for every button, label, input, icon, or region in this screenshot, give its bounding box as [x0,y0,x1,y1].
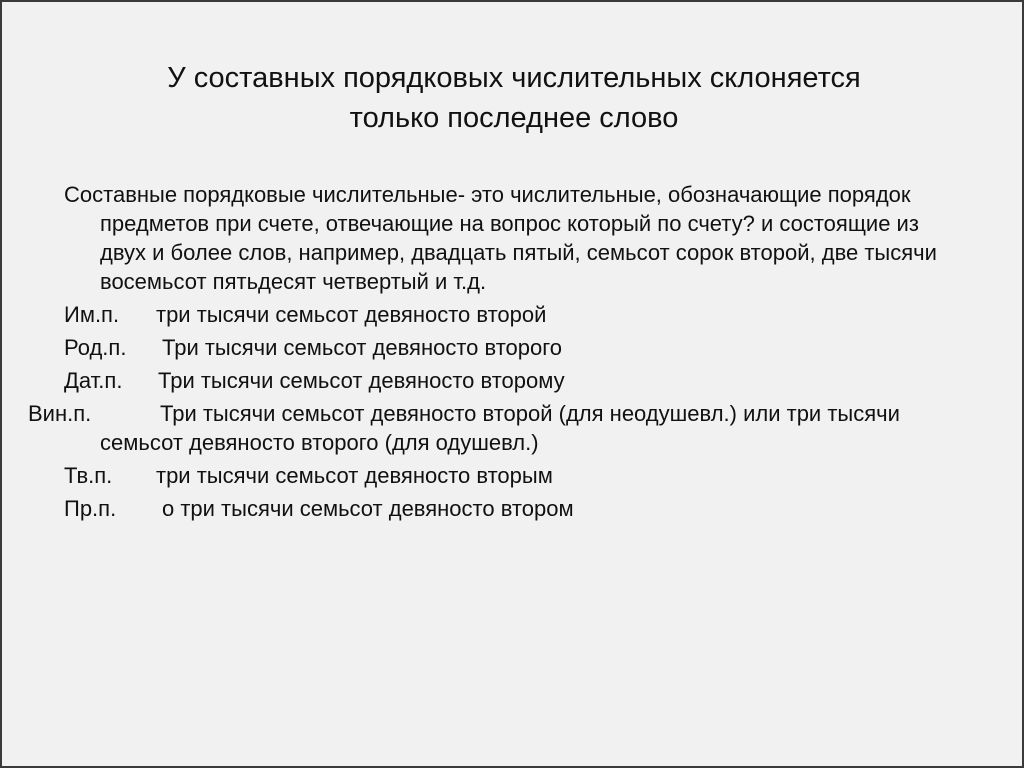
case-row-prepositional [64,494,964,523]
case-label: Им.п. [64,302,120,327]
case-row-dative [64,366,964,395]
case-text: Три тысячи семьсот девяносто второму [158,368,565,393]
title-line-2: только последнее слово [349,102,679,134]
case-text: Три тысячи семьсот девяносто второго [162,335,563,360]
case-label: Пр.п. [64,496,117,521]
definition-paragraph: Составные порядковые числительные- это числительные, обозначающие порядок предметов при счете, отвечающие на вопрос который по счету? и состоящие из двух и более слов, например, двадцать пятый, семьсот сорок второй, две тысячи восемьсот пятьдесят четвертый и т.д. [64,182,937,294]
case-text: три тысячи семьсот девяносто вторым [156,463,553,488]
case-row-instrumental [64,461,964,490]
case-text: о три тысячи семьсот девяносто втором [162,496,574,521]
case-row-accusative [28,399,964,457]
case-label: Вин.п. [28,401,92,426]
case-row-nominative [64,300,964,329]
case-row-genitive [64,333,964,362]
case-label: Дат.п. [64,368,123,393]
case-label: Род.п. [64,335,127,360]
case-label: Тв.п. [64,463,113,488]
slide-title [42,58,986,138]
case-text: три тысячи семьсот девяносто второй [156,302,547,327]
slide-body [28,180,964,527]
case-text: Три тысячи семьсот девяносто второй (для неодушевл.) или три тысячи семьсот девяносто второго (для одушевл.) [100,401,900,455]
title-line-1: У составных порядковых числительных склоняется [167,62,861,94]
